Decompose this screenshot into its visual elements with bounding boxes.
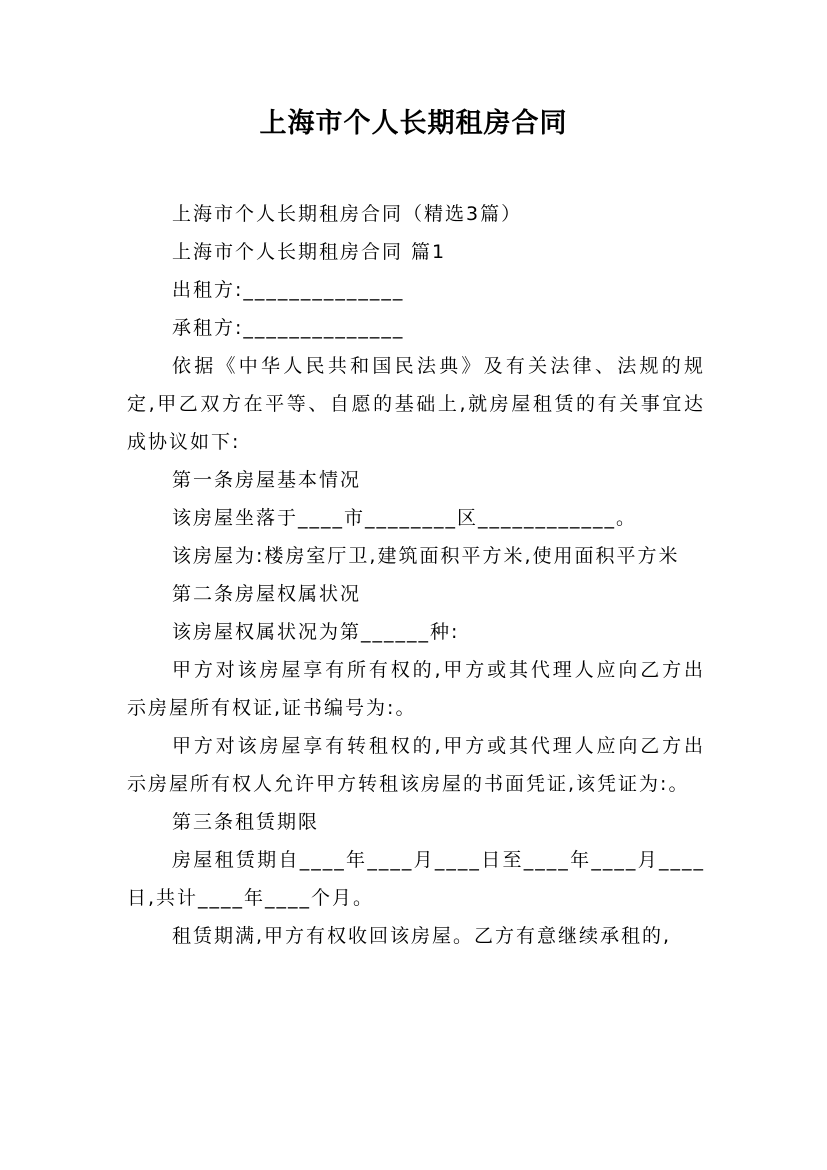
paragraph-article-1-heading: 第一条房屋基本情况 [172,469,362,491]
paragraph-ownership-right: 甲方对该房屋享有所有权的,甲方或其代理人应向乙方出示房屋所有权证,证书编号为:。 [127,659,705,719]
paragraph-subtitle: 上海市个人长期租房合同（精选3篇） [172,203,523,225]
paragraph-ownership-type: 该房屋权属状况为第______种: [172,621,460,643]
paragraph-location: 该房屋坐落于____市________区____________。 [172,507,638,529]
paragraph-sublease-right: 甲方对该房屋享有转租权的,甲方或其代理人应向乙方出示房屋所有权人允许甲方转租该房屋的书面凭证,该凭证为:。 [127,735,705,795]
paragraph-lessor: 出租方:______________ [172,279,405,301]
paragraph-section-heading: 上海市个人长期租房合同 篇1 [172,241,447,263]
paragraph-article-2-heading: 第二条房屋权属状况 [172,583,362,605]
document-body [127,195,705,955]
paragraph-preamble: 依据《中华人民共和国民法典》及有关法律、法规的规定,甲乙双方在平等、自愿的基础上,就房屋租赁的有关事宜达成协议如下: [127,355,705,453]
paragraph-lease-term: 房屋租赁期自____年____月____日至____年____月____日,共计____年____个月。 [127,849,705,909]
paragraph-article-3-heading: 第三条租赁期限 [172,811,320,833]
document-title: 上海市个人长期租房合同 [259,108,568,139]
paragraph-lease-expiry: 租赁期满,甲方有权收回该房屋。乙方有意继续承租的, [172,925,672,947]
paragraph-lessee: 承租方:______________ [172,317,405,339]
paragraph-area: 该房屋为:楼房室厅卫,建筑面积平方米,使用面积平方米 [172,545,680,567]
